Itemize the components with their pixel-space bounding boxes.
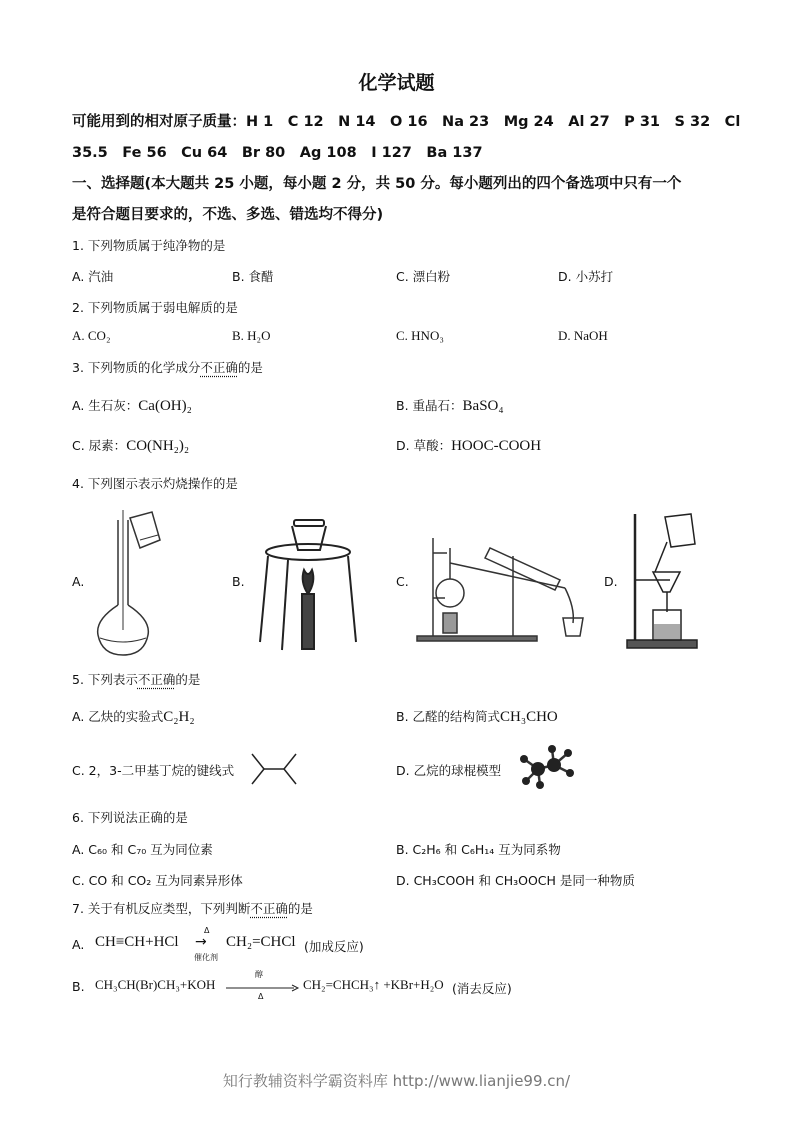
q3-option-d-formula: HOOC-COOH <box>451 438 542 454</box>
q7-option-a-products: CH₂=CHCl <box>226 934 296 950</box>
q6-option-d: D. CH₃COOH 和 CH₃OOCH 是同一种物质 <box>396 873 635 888</box>
q5-option-a-formula: C₂H₂ <box>163 709 195 725</box>
q3-stem <box>72 358 263 376</box>
q3-option-b <box>396 396 504 415</box>
footer-watermark-text: 知行教辅资料学霸资料库 http://www.lianjie99.cn/ <box>222 1072 571 1090</box>
q5-stem-post: 的是 <box>175 672 201 687</box>
q5-option-b-formula: CH₃CHO <box>500 709 558 725</box>
q1-option-b: B. 食醋 <box>232 269 274 284</box>
q7-stem <box>72 899 313 917</box>
apparatus-c-image <box>415 518 595 643</box>
q5-stem-emphasis: 不正确 <box>137 672 176 687</box>
q3-stem-emphasis: 不正确 <box>200 360 238 375</box>
q5-stem-pre: 5. 下列表示 <box>72 672 138 687</box>
q5-option-a-label: A. 乙炔的实验式 <box>72 709 164 724</box>
q7-option-b-type: (消去反应) <box>452 981 512 996</box>
q4-option-d: D. <box>604 574 618 589</box>
q6-option-c: C. CO 和 CO₂ 互为同素异形体 <box>72 873 243 888</box>
q5-option-a <box>72 707 195 726</box>
q7-option-b-reactants: CH₃CH(Br)CH₃+KOH <box>95 977 216 992</box>
q7-option-a-label: A. <box>72 937 85 952</box>
ball-and-stick-model-image <box>518 745 574 789</box>
q3-option-c-formula: CO(NH₂)₂ <box>126 438 190 454</box>
q3-option-a <box>72 396 192 415</box>
q2-option-b: B. H₂O <box>232 328 271 343</box>
q2-stem: 2. 下列物质属于弱电解质的是 <box>72 300 238 315</box>
atomic-mass-line-2: 35.5 Fe 56 Cu 64 Br 80 Ag 108 I 127 Ba 137 <box>72 145 483 161</box>
q3-stem-pre: 3. 下列物质的化学成分 <box>72 360 201 375</box>
q7-stem-pre: 7. 关于有机反应类型，下列判断 <box>72 901 251 916</box>
q3-option-c-label: C. 尿素： <box>72 438 127 453</box>
apparatus-d-image <box>625 512 700 652</box>
q7-option-a-reactants: CH≡CH+HCl <box>95 934 179 950</box>
q1-option-a: A. 汽油 <box>72 269 114 284</box>
q5-option-d-label: D. 乙烷的球棍模型 <box>396 763 502 778</box>
q7-stem-post: 的是 <box>287 901 313 916</box>
q5-option-b-label: B. 乙醛的结构简式 <box>396 709 501 724</box>
q4-option-b: B. <box>232 574 245 589</box>
q7-option-b-label: B. <box>72 979 85 994</box>
q7-option-a-type: (加成反应) <box>304 939 364 954</box>
apparatus-a-image <box>90 510 170 660</box>
q3-stem-post: 的是 <box>237 360 263 375</box>
q2-option-a: A. CO₂ <box>72 328 111 343</box>
q3-option-a-formula: Ca(OH)₂ <box>138 398 192 414</box>
q1-option-c: C. 漂白粉 <box>396 269 451 284</box>
q3-option-d <box>396 436 541 455</box>
q7-option-a-condition-top: Δ <box>204 926 210 935</box>
q3-option-a-label: A. 生石灰： <box>72 398 139 413</box>
q6-option-b: B. C₂H₆ 和 C₆H₁₄ 互为同系物 <box>396 842 561 857</box>
page-title: 化学试题 <box>358 72 435 94</box>
q5-option-b <box>396 707 558 726</box>
q3-option-b-formula: BaSO₄ <box>462 398 504 414</box>
q6-option-a: A. C₆₀ 和 C₇₀ 互为同位素 <box>72 842 213 857</box>
apparatus-b-image <box>258 512 358 657</box>
q4-stem: 4. 下列图示表示灼烧操作的是 <box>72 476 238 491</box>
q4-option-c: C. <box>396 574 409 589</box>
q7-option-b-arrow <box>226 984 300 992</box>
q4-option-a: A. <box>72 574 85 589</box>
q2-option-c: C. HNO₃ <box>396 328 444 343</box>
q7-option-a-arrow: → <box>195 934 207 950</box>
q7-option-b-condition-top: 醇 <box>255 970 263 979</box>
q7-option-b-products: CH₂=CHCH₃↑ +KBr+H₂O <box>303 977 444 992</box>
q1-option-d: D. 小苏打 <box>558 269 614 284</box>
section-heading-line-1: 一、选择题(本大题共 25 小题，每小题 2 分，共 50 分。每小题列出的四个备选项中只有一个 <box>72 176 682 192</box>
q3-option-c <box>72 436 189 455</box>
q3-option-b-label: B. 重晶石： <box>396 398 463 413</box>
q7-option-b-condition-bottom: Δ <box>258 992 264 1001</box>
bond-line-structure-image <box>250 752 298 786</box>
q1-stem: 1. 下列物质属于纯净物的是 <box>72 238 226 253</box>
q5-stem <box>72 670 200 688</box>
q7-option-a-condition-bottom: 催化剂 <box>194 953 218 962</box>
q3-option-d-label: D. 草酸： <box>396 438 452 453</box>
q5-option-c-label: C. 2，3-二甲基丁烷的键线式 <box>72 763 235 778</box>
q7-stem-emphasis: 不正确 <box>250 901 288 916</box>
q2-option-d: D. NaOH <box>558 328 608 343</box>
q6-stem: 6. 下列说法正确的是 <box>72 810 188 825</box>
atomic-mass-line-1: 可能用到的相对原子质量：H 1 C 12 N 14 O 16 Na 23 Mg 24 Al 27 P 31 S 32 Cl <box>72 114 741 130</box>
section-heading-line-2: 是符合题目要求的，不选、多选、错选均不得分) <box>72 207 384 223</box>
